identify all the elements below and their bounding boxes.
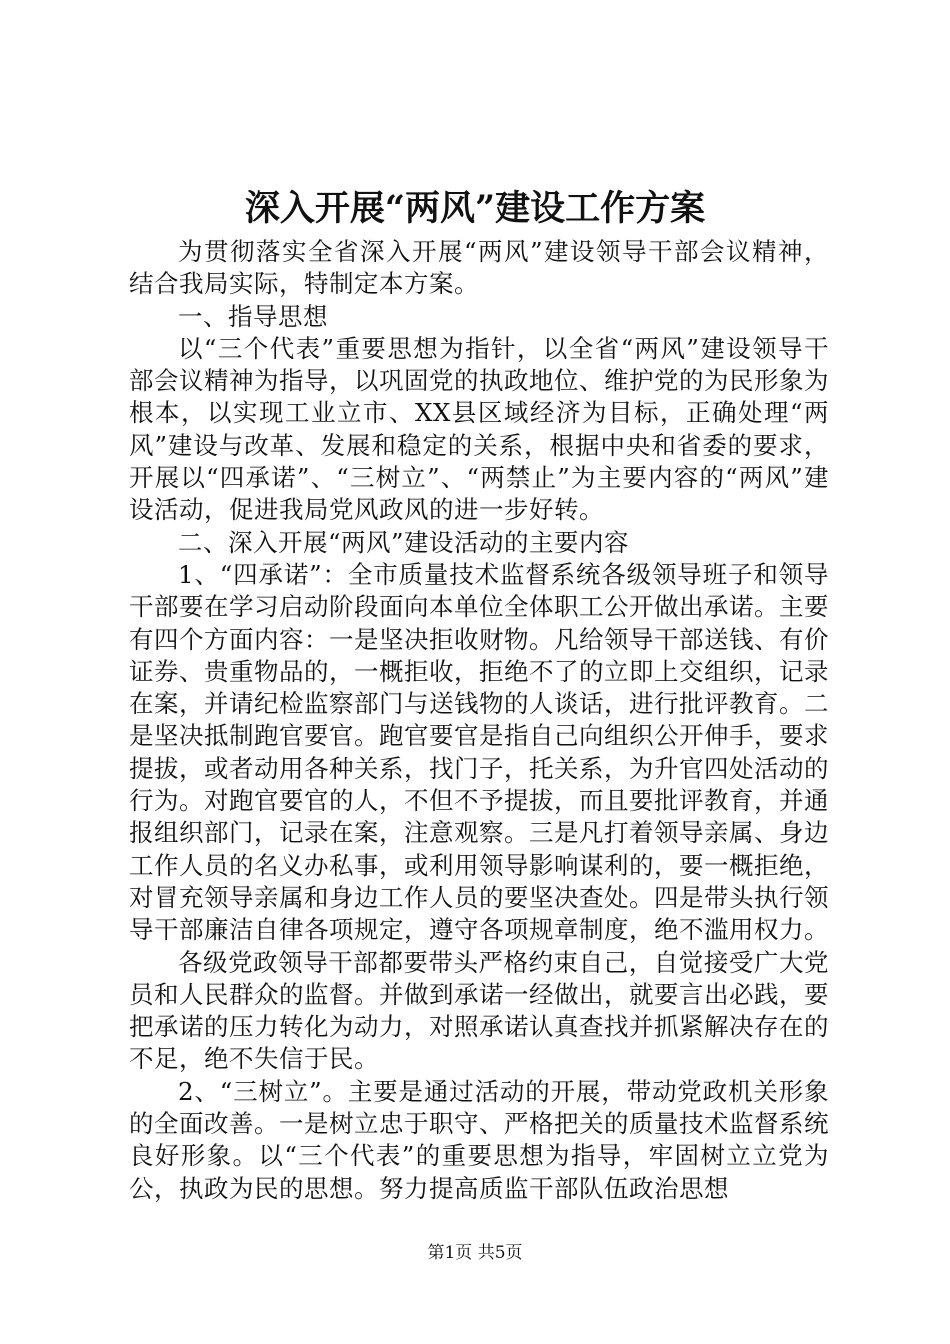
document-body xyxy=(129,236,829,1205)
document-title: 深入开展“两风”建设工作方案 xyxy=(244,188,706,229)
heading-main-content: 二、深入开展“两风”建设活动的主要内容 xyxy=(178,527,630,557)
paragraph-four-commitments: 1、“四承诺”：全市质量技术监督系统各级领导班子和领导干部要在学习启动阶段面向本单位全体职工公开做出承诺。主要有四个方面内容：一是坚决拒收财物。凡给领导干部送钱、有价证券、贵重物品的，一概拒收，拒绝不了的立即上交组织，记录在案，并请纪检监察部门与送钱物的人谈话，进行批评教育。二是坚决抵制跑官要官。跑官要官是指自己向组织公开伸手，要求提拔，或者动用各种关系，找门子，托关系，为升官四处活动的行为。对跑官要官的人，不但不予提拔，而且要批评教育，并通报组织部门，记录在案，注意观察。三是凡打着领导亲属、身边工作人员的名义办私事，或利用领导影响谋利的，要一概拒绝，对冒充领导亲属和身边工作人员的要坚决查处。四是带头执行领导干部廉洁自律各项规定，遵守各项规章制度，绝不滥用权力。 xyxy=(129,559,829,945)
paragraph-intro: 为贯彻落实全省深入开展“两风”建设领导干部会议精神，结合我局实际，特制定本方案。 xyxy=(129,237,829,299)
heading-guiding-thought: 一、指导思想 xyxy=(178,301,328,331)
paragraph-three-establishments: 2、“三树立”。主要是通过活动的开展，带动党政机关形象的全面改善。一是树立忠于职守、严格把关的质量技术监督系统良好形象。以“三个代表”的重要思想为指导，牢固树立立党为公，执政为民的思想。努力提高质监干部队伍政治思想 xyxy=(129,1076,829,1203)
paragraph-guiding-thought: 以“三个代表”重要思想为指针，以全省“两风”建设领导干部会议精神为指导，以巩固党的执政地位、维护党的为民形象为根本，以实现工业立市、XX县区域经济为目标，正确处理“两风”建设与改革、发展和稳定的关系，根据中央和省委的要求，开展以“四承诺”、“三树立”、“两禁止”为主要内容的“两风”建设活动，促进我局党风政风的进一步好转。 xyxy=(129,333,829,525)
page-number: 第1页 共5页 xyxy=(427,1243,523,1263)
paragraph-leader-supervision: 各级党政领导干部都要带头严格约束自己，自觉接受广大党员和人民群众的监督。并做到承诺一经做出，就要言出必践，要把承诺的压力转化为动力，对照承诺认真查找并抓紧解决存在的不足，绝不失信于民。 xyxy=(129,947,829,1074)
